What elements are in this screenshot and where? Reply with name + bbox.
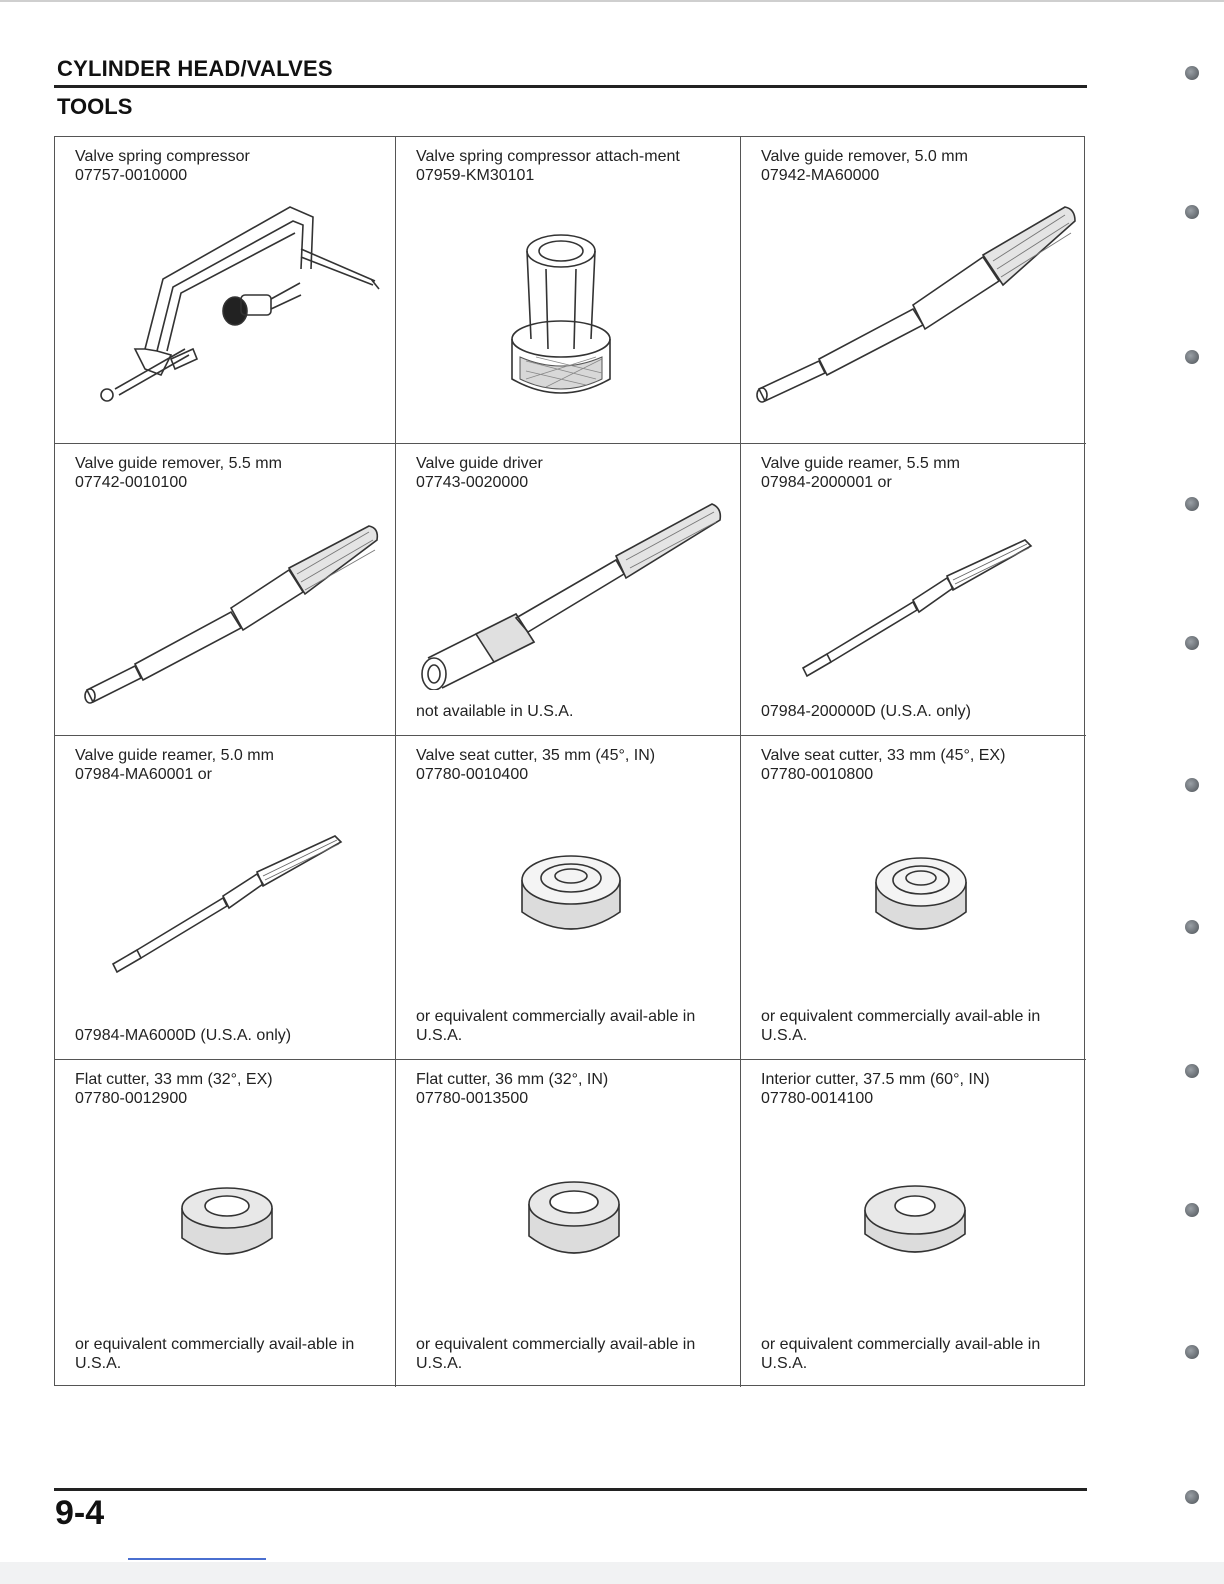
tool-cell xyxy=(396,137,741,444)
tool-name: Interior cutter, 37.5 mm (60°, IN) xyxy=(761,1071,990,1088)
tool-number: 07984-2000001 or xyxy=(761,474,892,491)
tool-cell xyxy=(55,1060,396,1387)
tool-name: Valve guide driver xyxy=(416,455,543,472)
header-rule xyxy=(54,85,1087,88)
tool-name: Valve guide remover, 5.0 mm xyxy=(761,148,968,165)
tool-note: 07984-MA6000D (U.S.A. only) xyxy=(75,1027,292,1044)
punch-hole xyxy=(1185,778,1199,792)
tool-cell xyxy=(741,444,1086,736)
punch-hole xyxy=(1185,205,1199,219)
punch-hole xyxy=(1185,1064,1199,1078)
footer-rule xyxy=(54,1488,1087,1491)
guide-reamer-icon xyxy=(797,532,1047,682)
tool-cell xyxy=(396,1060,741,1387)
tool-cell xyxy=(55,444,396,736)
punch-hole xyxy=(1185,497,1199,511)
tool-name: Valve guide reamer, 5.5 mm xyxy=(761,455,960,472)
tool-note: or equivalent commercially avail-able in U.S.A. xyxy=(761,1008,1041,1044)
tool-cell xyxy=(396,444,741,736)
tool-note: not available in U.S.A. xyxy=(416,703,574,720)
tools-table xyxy=(54,136,1085,1386)
tool-number: 07780-0012900 xyxy=(75,1090,188,1107)
tool-name: Valve spring compressor xyxy=(75,148,250,165)
tool-cell xyxy=(741,137,1086,444)
page-number: 9-4 xyxy=(55,1494,105,1532)
page-heading: TOOLS xyxy=(57,94,133,119)
guide-driver-icon xyxy=(416,500,726,690)
flat-cutter-icon xyxy=(524,1178,624,1264)
tool-note: 07984-200000D (U.S.A. only) xyxy=(761,703,971,720)
punch-hole xyxy=(1185,1490,1199,1504)
tool-cell xyxy=(396,736,741,1060)
section-title: CYLINDER HEAD/VALVES xyxy=(57,56,333,81)
tool-number: 07959-KM30101 xyxy=(416,167,535,184)
flat-cutter-icon xyxy=(177,1184,277,1264)
guide-remover-icon xyxy=(81,522,381,712)
tool-note: or equivalent commercially avail-able in U.S.A. xyxy=(416,1336,696,1372)
tool-name: Valve seat cutter, 33 mm (45°, EX) xyxy=(761,747,1006,764)
bottom-strip xyxy=(0,1562,1224,1584)
tool-number: 07743-0020000 xyxy=(416,474,529,491)
tool-cell xyxy=(55,137,396,444)
compressor-attachment-icon xyxy=(506,229,616,409)
punch-hole xyxy=(1185,66,1199,80)
tool-note: or equivalent commercially avail-able in U.S.A. xyxy=(416,1008,696,1044)
bottom-link-underline xyxy=(128,1558,266,1560)
tool-number: 07780-0014100 xyxy=(761,1090,874,1107)
punch-hole xyxy=(1185,636,1199,650)
tool-number: 07780-0013500 xyxy=(416,1090,529,1107)
valve-spring-compressor-icon xyxy=(75,199,385,409)
tool-cell xyxy=(741,736,1086,1060)
tool-number: 07742-0010100 xyxy=(75,474,188,491)
tool-name: Valve guide reamer, 5.0 mm xyxy=(75,747,274,764)
tool-name: Flat cutter, 33 mm (32°, EX) xyxy=(75,1071,273,1088)
punch-hole xyxy=(1185,1203,1199,1217)
tool-number: 07757-0010000 xyxy=(75,167,188,184)
punch-hole xyxy=(1185,920,1199,934)
tool-number: 07780-0010800 xyxy=(761,766,874,783)
tool-name: Flat cutter, 36 mm (32°, IN) xyxy=(416,1071,609,1088)
tool-cell xyxy=(741,1060,1086,1387)
tool-name: Valve guide remover, 5.5 mm xyxy=(75,455,282,472)
tool-number: 07984-MA60001 or xyxy=(75,766,212,783)
tool-cell xyxy=(55,736,396,1060)
seat-cutter-icon xyxy=(516,852,626,942)
tool-name: Valve spring compressor attach-ment xyxy=(416,148,680,165)
top-rule xyxy=(0,0,1224,2)
punch-hole xyxy=(1185,1345,1199,1359)
guide-reamer-icon xyxy=(107,828,357,978)
binder-punch-holes xyxy=(1180,0,1210,1584)
punch-hole xyxy=(1185,350,1199,364)
seat-cutter-icon xyxy=(871,854,971,942)
interior-cutter-icon xyxy=(859,1180,971,1266)
tool-number: 07942-MA60000 xyxy=(761,167,880,184)
tool-number: 07780-0010400 xyxy=(416,766,529,783)
guide-remover-icon xyxy=(753,201,1083,411)
tool-name: Valve seat cutter, 35 mm (45°, IN) xyxy=(416,747,656,764)
tool-note: or equivalent commercially avail-able in U.S.A. xyxy=(75,1336,355,1372)
tool-note: or equivalent commercially avail-able in U.S.A. xyxy=(761,1336,1041,1372)
